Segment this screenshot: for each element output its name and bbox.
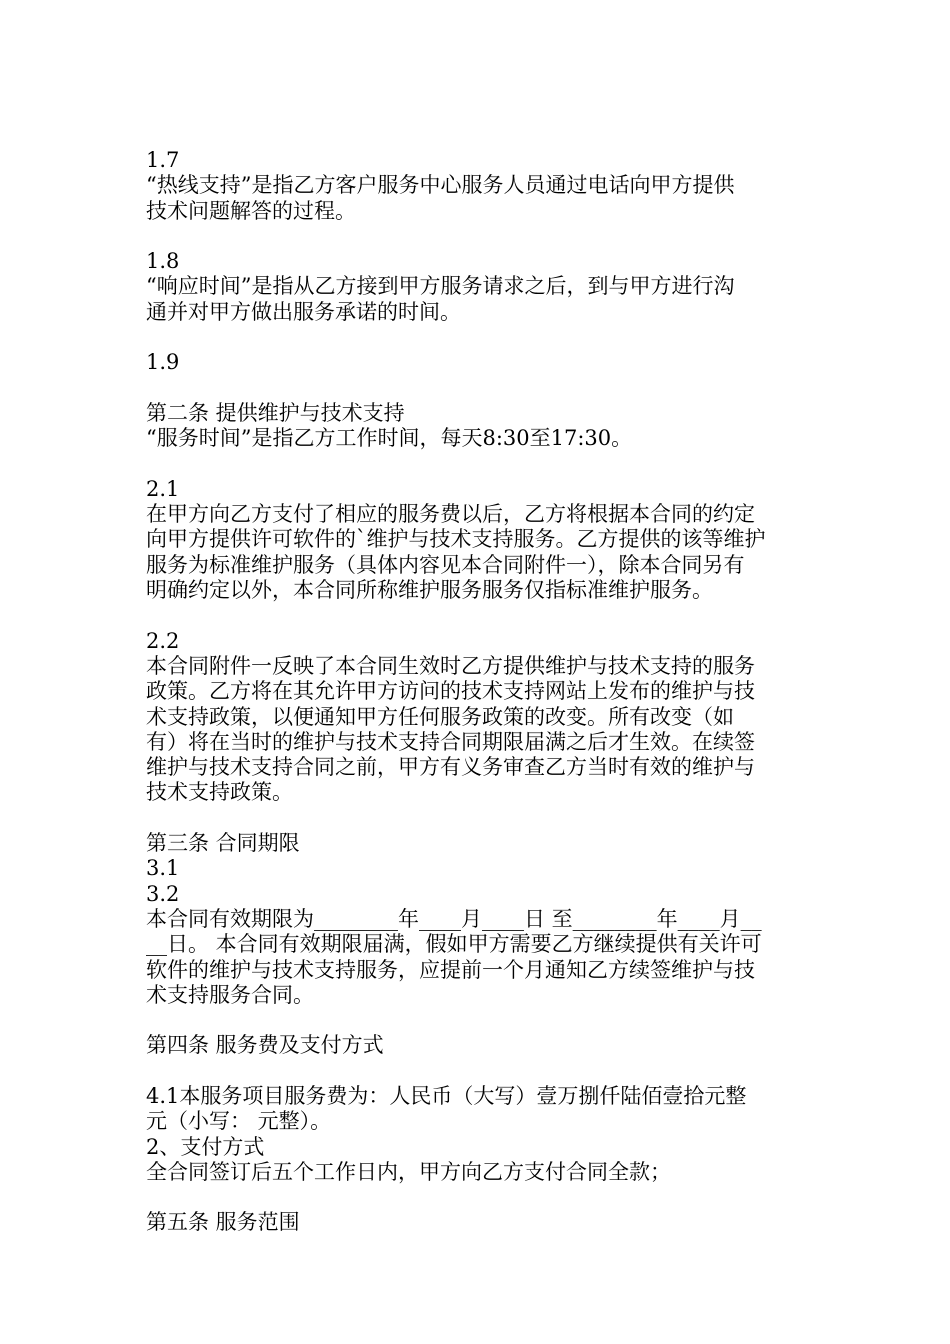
- section-number: 2.2: [146, 628, 180, 653]
- section-number: 1.9: [146, 350, 180, 375]
- paragraph-line: 技术支持政策。: [146, 780, 293, 805]
- paragraph-line: 通并对甲方做出服务承诺的时间。: [146, 299, 461, 324]
- paragraph-line: 向甲方提供许可软件的`维护与技术支持服务。乙方提供的该等维护: [146, 527, 766, 552]
- section-number: 3.1: [146, 856, 180, 881]
- paragraph-line: 政策。乙方将在其允许甲方访问的技术支持网站上发布的维护与技: [146, 679, 755, 704]
- paragraph-line: 有）将在当时的维护与技术支持合同期限届满之后才生效。在续签: [146, 729, 755, 754]
- blank-line: [146, 806, 816, 831]
- blank-line: [146, 1059, 816, 1084]
- paragraph-line: 服务为标准维护服务（具体内容见本合同附件一），除本合同另有: [146, 552, 745, 577]
- paragraph-line: 全合同签订后五个工作日内，甲方向乙方支付合同全款；: [146, 1159, 671, 1184]
- section-number: 1.8: [146, 249, 180, 274]
- blank-line: [146, 452, 816, 477]
- paragraph-line: 2、支付方式: [146, 1134, 265, 1159]
- blank-line: [146, 325, 816, 350]
- blank-line: [146, 376, 816, 401]
- paragraph-line: 术支持政策，以便通知甲方任何服务政策的改变。所有改变（如: [146, 704, 734, 729]
- paragraph-line: 维护与技术支持合同之前，甲方有义务审查乙方当时有效的维护与: [146, 755, 755, 780]
- paragraph-line: 软件的维护与技术支持服务，应提前一个月通知乙方续签维护与技: [146, 957, 755, 982]
- paragraph-line: “响应时间”是指从乙方接到甲方服务请求之后，到与甲方进行沟: [146, 274, 735, 299]
- section-number: 1.7: [146, 148, 180, 172]
- paragraph-line: __日。 本合同有效期限届满，假如甲方需要乙方继续提供有关许可: [146, 932, 762, 957]
- section-number: 2.1: [146, 476, 180, 501]
- paragraph-line: 本合同有效期限为________年____月____日 至________年____月__: [146, 906, 762, 931]
- section-number: 3.2: [146, 881, 180, 906]
- document-body: [146, 148, 816, 1236]
- blank-line: [146, 603, 816, 628]
- paragraph-line: 在甲方向乙方支付了相应的服务费以后，乙方将根据本合同的约定: [146, 502, 755, 527]
- paragraph-line: “服务时间”是指乙方工作时间，每天8:30至17:30。: [146, 426, 633, 451]
- article-heading: 第五条 服务范围: [146, 1210, 300, 1235]
- article-heading: 第四条 服务费及支付方式: [146, 1033, 384, 1058]
- article-heading: 第二条 提供维护与技术支持: [146, 400, 405, 425]
- paragraph-line: 明确约定以外，本合同所称维护服务服务仅指标准维护服务。: [146, 578, 713, 603]
- paragraph-line: “热线支持”是指乙方客户服务中心服务人员通过电话向甲方提供: [146, 173, 735, 198]
- paragraph-line: 术支持服务合同。: [146, 982, 314, 1007]
- article-heading: 第三条 合同期限: [146, 831, 300, 856]
- paragraph-line: 本合同附件一反映了本合同生效时乙方提供维护与技术支持的服务: [146, 653, 755, 678]
- blank-line: [146, 224, 816, 249]
- paragraph-line: 元（小写： 元整）。: [146, 1109, 332, 1134]
- paragraph-line: 4.1本服务项目服务费为：人民币（大写）壹万捌仟陆佰壹拾元整: [146, 1083, 747, 1108]
- paragraph-line: 技术问题解答的过程。: [146, 198, 356, 223]
- blank-line: [146, 1185, 816, 1210]
- blank-line: [146, 1008, 816, 1033]
